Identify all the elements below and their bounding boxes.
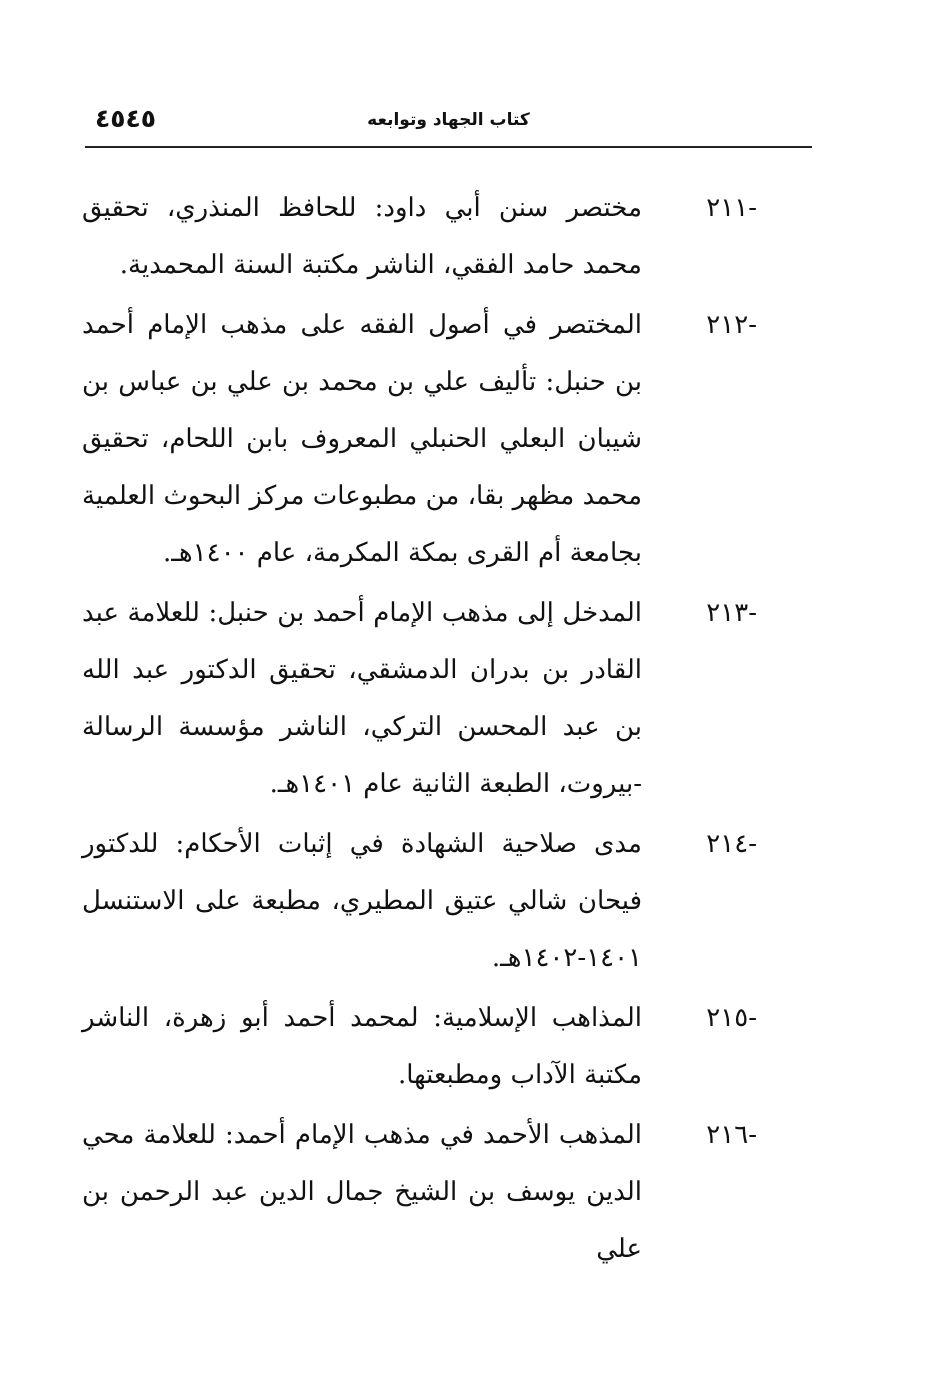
entry-text: المدخل إلى مذهب الإمام أحمد بن حنبل: للعلامة عبد القادر بن بدران الدمشقي، تحقيق الدكتور عبد الله بن عبد المحسن التركي، الناشر مؤسسة الرسالة -بيروت، الطبعة الثانية عام ١٤٠١هـ. (82, 598, 642, 799)
bibliography-list (82, 180, 757, 1281)
entry-text: المذاهب الإسلامية: لمحمد أحمد أبو زهرة، الناشر مكتبة الآداب ومطبعتها. (82, 1003, 642, 1090)
bibliography-entry (82, 585, 757, 813)
entry-number: -٢١٣ (706, 598, 757, 628)
running-title: كتاب الجهاد وتوابعه (367, 110, 530, 130)
entry-text: المختصر في أصول الفقه على مذهب الإمام أحمد بن حنبل: تأليف علي بن محمد بن علي بن عباس بن شيبان البعلي الحنبلي المعروف بابن اللحام، تحقيق محمد مظهر بقا، من مطبوعات مركز البحوث العلمية بجامعة أم القرى بمكة المكرمة، عام ١٤٠٠هـ. (82, 310, 642, 568)
bibliography-entry (82, 180, 757, 294)
entry-text: مختصر سنن أبي داود: للحافظ المنذري، تحقيق محمد حامد الفقي، الناشر مكتبة السنة المحمدية. (82, 193, 642, 280)
bibliography-entry (82, 1107, 757, 1278)
entry-text: المذهب الأحمد في مذهب الإمام أحمد: للعلامة محي الدين يوسف بن الشيخ جمال الدين عبد الرحمن بن علي (82, 1120, 642, 1264)
bibliography-entry (82, 297, 757, 582)
entry-number: -٢١٢ (706, 310, 757, 340)
bibliography-entry (82, 816, 757, 987)
entry-number: -٢١٥ (706, 1003, 757, 1033)
entry-number: -٢١٦ (706, 1120, 757, 1150)
bibliography-entry (82, 990, 757, 1104)
page-header (85, 103, 812, 141)
header-divider (85, 146, 812, 148)
entry-text: مدى صلاحية الشهادة في إثبات الأحكام: للدكتور فيحان شالي عتيق المطيري، مطبعة على الاستنسل ١٤٠١-١٤٠٢هـ. (82, 829, 642, 973)
entry-number: -٢١٤ (706, 829, 757, 859)
page-number: ٤٥٤٥ (95, 104, 157, 133)
entry-number: -٢١١ (706, 193, 757, 223)
